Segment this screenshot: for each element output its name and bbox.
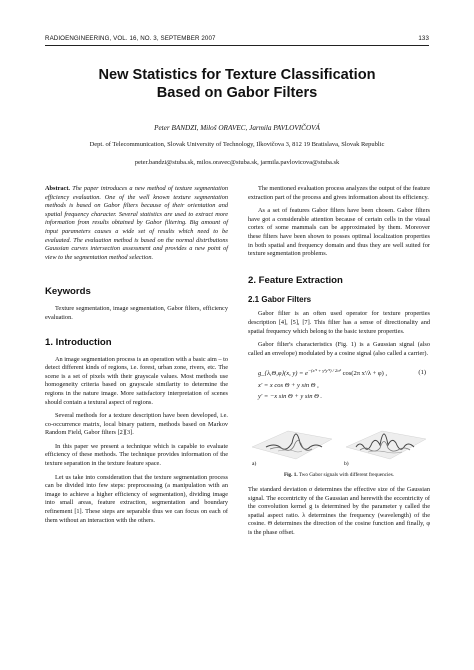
left-column	[45, 185, 228, 530]
abstract	[45, 185, 228, 262]
intro-paragraph: An image segmentation process is an operation with a basic aim – to detect different kinds of regions, i.e. forest, urban zone, rivers, etc. The scene is a set of pixels with their grayscale values. Most methods use homogeneity criteria based on grayscale similarity to determine the regions in the nature image. More satisfactory interpretation of scenes should contain a textural aspect of regions.	[45, 355, 228, 406]
intro-paragraph: Let us take into consideration that the texture segmentation process can be divided into few steps: preprocessing (a manipulation with an image to achieve a higher efficiency of segmentation), dividing image into small areas, feature extraction, segmentation and boundary refinement [1]. These steps are separable thus we can focus on each of them without an interaction with the others.	[45, 473, 228, 524]
equation-line-1	[258, 367, 387, 379]
gabor-equation	[248, 363, 430, 407]
paper-title	[60, 66, 414, 102]
intro-paragraph: In this paper we present a technique which is capable to evaluate efficiency of these methods. The technique provides information of the texture separation in the texture feature space.	[45, 442, 228, 468]
figure-1	[248, 413, 430, 467]
equation-exponent: −(x'² + γ²y'²) / 2σ²	[307, 368, 341, 374]
introduction-heading: 1. Introduction	[45, 336, 112, 348]
figure-label-a: a)	[252, 461, 257, 468]
equation-lhs: g_{λ,Θ,φ}(x, y) = e	[258, 370, 308, 378]
gabor-paragraph: Gabor filter is an often used operator for texture properties description [4], [5], [7]. This filter has a sense of directionality and spatial frequency which belong to the basic texture properties.	[248, 310, 430, 335]
figure-label-b: b)	[344, 461, 349, 468]
equation-line-3: y' = −x sin Θ + y sin Θ .	[258, 393, 323, 401]
running-header	[45, 35, 429, 42]
feature-extraction-heading: 2. Feature Extraction	[248, 274, 343, 286]
equation-line-2: x' = x cos Θ + y sin Θ ,	[258, 382, 319, 390]
gabor-plot-a	[252, 431, 332, 459]
title-line-2: Based on Gabor Filters	[156, 85, 318, 101]
figure-caption-text: Two Gabor signals with different frequencies.	[298, 472, 395, 479]
author-emails: peter.bandzi@stuba.sk, milos.oravec@stuba.sk, jarmila.pavlovicova@stuba.sk	[134, 159, 340, 166]
equation-rhs: cos(2π x'/λ + φ) ,	[342, 370, 388, 378]
gabor-filters-subheading: 2.1 Gabor Filters	[248, 294, 312, 304]
gabor-choice-paragraph: As a set of features Gabor filters have been chosen. Gabor filters have got a considerable attention because of certain cells in the visual cortex of some mammals can be approximated by them. Moreover these filters have been shown to posses optimal localization properties in both spatial and frequency domain and thus they are well suited for texture segmentation problems.	[248, 207, 430, 258]
author-list: Peter BANDZI, Miloš ORAVEC, Jarmila PAVLOVIČOVÁ	[154, 124, 320, 132]
title-line-1: New Statistics for Texture Classification	[98, 67, 376, 83]
figure-caption	[248, 471, 430, 480]
abstract-label: Abstract.	[45, 185, 71, 192]
right-column	[248, 185, 430, 542]
evaluation-paragraph: The mentioned evaluation process analyzes the output of the feature extraction part of the process and gives information about its efficiency.	[248, 185, 430, 201]
gabor-plot-b	[346, 431, 426, 459]
gabor-signal-plots	[248, 413, 430, 467]
keywords-heading: Keywords	[45, 286, 91, 298]
gabor-paragraph: Gabor filter's characteristics (Fig. 1) is a Gaussian signal (also called an envelope) modulated by a cosine signal (also called a carrier).	[248, 341, 430, 357]
affiliation-line-1: Dept. of Telecommunication, Slovak University of Technology, Ilkovičova 3, 812 19 Bratislava, Slovak Republic	[89, 141, 385, 148]
keywords-text: Texture segmentation, image segmentation, Gabor filters, efficiency evaluation.	[45, 305, 228, 321]
abstract-text: The paper introduces a new method of texture segmentation efficiency evaluation. One of the well known texture segmentation methods is based on Gabor filters because of their orientation and spatial frequency character. Several statistics are used to extract more information from results obtained by Gabor filtering. Big amount of input parameters causes a wide set of results which need to be evaluated. The evaluation method is based on the normal distributions Gaussian curves intersection assessment and provides a new point of view to the segmentation method selection.	[45, 185, 228, 261]
affiliation	[45, 140, 429, 149]
intro-paragraph: Several methods for a texture description have been developed, i.e. co-occurrence matrix, local binary pattern, methods based on Markov Random Field, Gabor filters [2][3].	[45, 412, 228, 437]
figure-caption-label: Fig. 1.	[283, 472, 298, 479]
page-number: 133	[418, 35, 429, 42]
header-rule	[45, 45, 429, 46]
journal-citation: RADIOENGINEERING, VOL. 16, NO. 3, SEPTEMBER 2007	[45, 35, 216, 42]
parameters-paragraph: The standard deviation σ determines the effective size of the Gaussian signal. The eccentricity of the Gaussian and herewith the eccentricity of the convolution kernel g is determined by the parameter γ called the spatial aspect ratio. λ determines the frequency (wavelength) of the cosine. Θ determines the direction of the cosine function and finally, φ is the phase offset.	[248, 485, 430, 536]
equation-number: (1)	[418, 369, 426, 377]
